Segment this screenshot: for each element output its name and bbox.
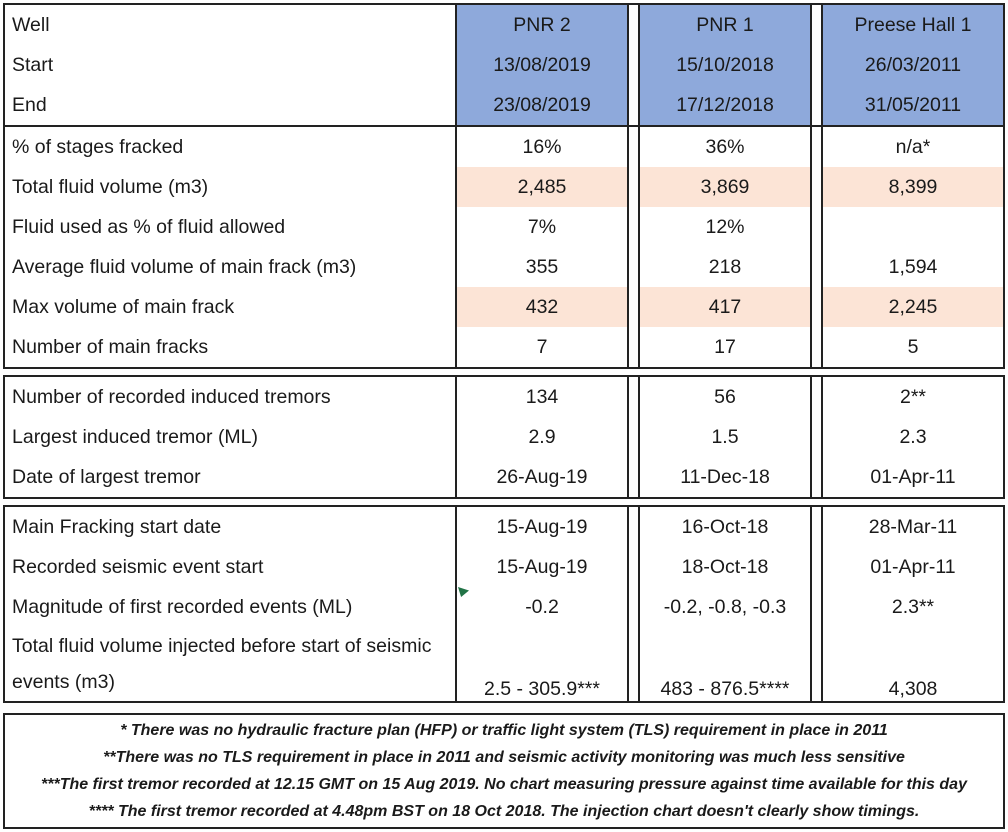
- cell: 1,594: [888, 255, 938, 278]
- row-label: Date of largest tremor: [12, 465, 201, 488]
- cell: 134: [525, 385, 559, 408]
- cell-highlighted: 2,245: [823, 287, 1003, 327]
- cell: 2.3**: [891, 595, 935, 618]
- header-row-label-well: Well: [12, 13, 50, 36]
- column-spacer: [810, 507, 823, 701]
- cell: 36%: [705, 135, 745, 158]
- cell: 15-Aug-19: [496, 515, 588, 538]
- column-pnr2: [457, 377, 627, 497]
- row-label: Total fluid volume injected before start of seismic events (m3): [12, 635, 432, 693]
- footnote: **There was no TLS requirement in place in 2011 and seismic activity monitoring was much less sensitive: [103, 749, 905, 766]
- cell: 5: [907, 335, 919, 358]
- table-header: [3, 3, 1005, 127]
- well-start: 13/08/2019: [493, 53, 591, 76]
- cell: 15-Aug-19: [496, 555, 588, 578]
- row-label: Recorded seismic event start: [12, 555, 264, 578]
- section-fracking-volumes: [3, 125, 1005, 369]
- row-label: Number of main fracks: [12, 335, 209, 358]
- column-pnr2: [457, 507, 627, 701]
- column-preese-hall-1: [823, 377, 1003, 497]
- label-column: [5, 377, 457, 497]
- cell: 28-Mar-11: [868, 515, 958, 538]
- column-pnr1: [640, 377, 810, 497]
- column-pnr1: [640, 127, 810, 367]
- label-column: [5, 507, 457, 701]
- cell: 11-Dec-18: [680, 465, 770, 488]
- cell: 218: [708, 255, 742, 278]
- cell-highlighted: 3,869: [640, 167, 810, 207]
- well-name: PNR 1: [696, 13, 754, 36]
- column-pnr2: [457, 127, 627, 367]
- cell: 12%: [705, 215, 745, 238]
- cell: 17: [714, 335, 736, 358]
- cell: -0.2, -0.8, -0.3: [663, 595, 787, 618]
- well-start: 15/10/2018: [676, 53, 774, 76]
- header-row-label-start: Start: [12, 53, 54, 76]
- cell: 1.5: [711, 425, 739, 448]
- footnote: * There was no hydraulic fracture plan (HFP) or traffic light system (TLS) requirement in place in 2011: [120, 722, 888, 739]
- column-spacer: [810, 377, 823, 497]
- column-spacer: [810, 5, 823, 125]
- section-induced-tremors: [3, 375, 1005, 499]
- column-spacer: [627, 377, 640, 497]
- column-preese-hall-1: [823, 127, 1003, 367]
- header-row-label-end: End: [12, 93, 47, 116]
- cell: 483 - 876.5****: [660, 678, 790, 700]
- cell: 2.5 - 305.9***: [483, 678, 600, 700]
- well-start: 26/03/2011: [864, 53, 962, 76]
- cell-highlighted: 8,399: [823, 167, 1003, 207]
- header-column-pnr2: [457, 5, 627, 125]
- column-spacer: [627, 5, 640, 125]
- header-label-column: [5, 5, 457, 125]
- cell: 26-Aug-19: [496, 465, 588, 488]
- cell: 2.9: [528, 425, 556, 448]
- column-spacer: [627, 127, 640, 367]
- row-label: Largest induced tremor (ML): [12, 425, 259, 448]
- well-end: 31/05/2011: [864, 93, 962, 116]
- cell: -0.2: [525, 595, 559, 618]
- cell: 7%: [527, 215, 557, 238]
- cell: 56: [714, 385, 736, 408]
- cell-highlighted: 417: [640, 287, 810, 327]
- well-end: 17/12/2018: [676, 93, 774, 116]
- row-label: Average fluid volume of main frack (m3): [12, 255, 357, 278]
- cell: 16-Oct-18: [681, 515, 769, 538]
- cell: 01-Apr-11: [870, 555, 956, 578]
- cell: 18-Oct-18: [681, 555, 769, 578]
- footnote: **** The first tremor recorded at 4.48pm BST on 18 Oct 2018. The injection chart doesn't clearly show timings.: [88, 803, 920, 820]
- cell: 16%: [522, 135, 562, 158]
- column-pnr1: [640, 507, 810, 701]
- column-spacer: [810, 127, 823, 367]
- column-spacer: [627, 507, 640, 701]
- header-column-preese-hall-1: [823, 5, 1003, 125]
- cell: 355: [525, 255, 559, 278]
- cell: 2**: [899, 385, 927, 408]
- cell: 4,308: [888, 678, 938, 700]
- footnote: ***The first tremor recorded at 12.15 GMT on 15 Aug 2019. No chart measuring pressure against time available for this day: [41, 776, 967, 793]
- cell: 01-Apr-11: [870, 465, 956, 488]
- cell-highlighted: 2,485: [457, 167, 627, 207]
- well-name: PNR 2: [513, 13, 571, 36]
- well-name: Preese Hall 1: [854, 13, 972, 36]
- cell-highlighted: 432: [457, 287, 627, 327]
- row-label: % of stages fracked: [12, 135, 184, 158]
- row-label: Number of recorded induced tremors: [12, 385, 331, 408]
- row-label: Fluid used as % of fluid allowed: [12, 215, 286, 238]
- row-label: Main Fracking start date: [12, 515, 222, 538]
- well-end: 23/08/2019: [493, 93, 591, 116]
- cell: 7: [536, 335, 548, 358]
- column-preese-hall-1: [823, 507, 1003, 701]
- cell: [823, 207, 1003, 247]
- cell: n/a*: [895, 135, 931, 158]
- label-column: [5, 127, 457, 367]
- header-column-pnr1: [640, 5, 810, 125]
- footnotes-box: [3, 713, 1005, 829]
- row-label: Magnitude of first recorded events (ML): [12, 595, 353, 618]
- row-label: Max volume of main frack: [12, 295, 235, 318]
- cell: 2.3: [899, 425, 927, 448]
- section-timeline: [3, 505, 1005, 703]
- row-label: Total fluid volume (m3): [12, 175, 209, 198]
